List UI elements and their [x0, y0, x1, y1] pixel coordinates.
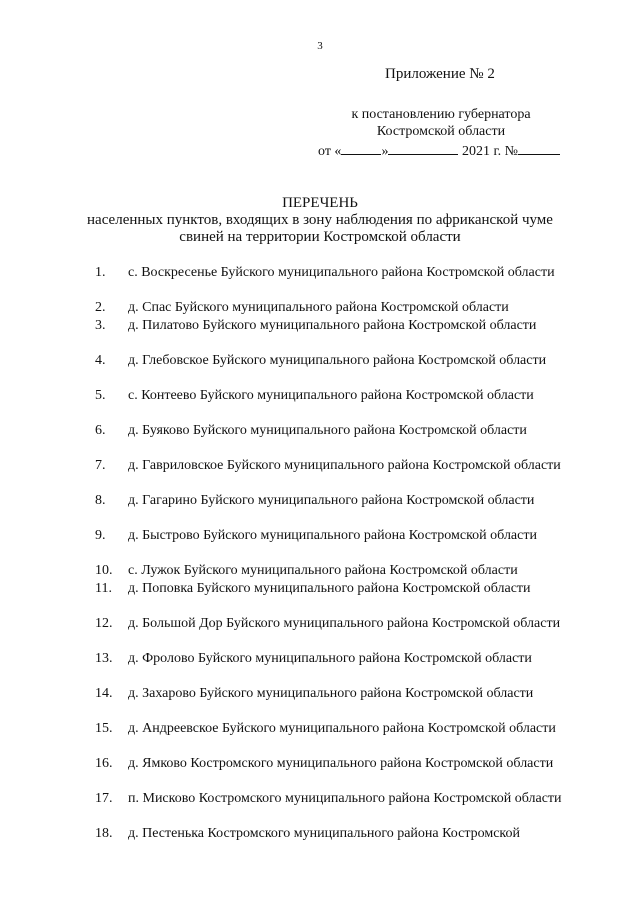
date-month-blank — [388, 140, 458, 155]
list-item — [95, 581, 575, 616]
list-item-text: д. Быстрово Буйского муниципального района Костромской области — [128, 528, 537, 543]
title-subtitle-1: населенных пунктов, входящих в зону наблюдения по африканской чуме — [87, 212, 553, 228]
list-item — [95, 756, 575, 791]
title-heading: ПЕРЕЧЕНЬ — [282, 195, 358, 211]
list-item-text: д. Захарово Буйского муниципального района Костромской области — [128, 686, 534, 701]
list-item-number: 12. — [95, 616, 113, 631]
list-item-number: 8. — [95, 493, 106, 508]
list-item — [95, 651, 575, 686]
list-item-text: д. Андреевское Буйского муниципального района Костромской области — [128, 721, 556, 736]
list-item-number: 3. — [95, 318, 106, 333]
list-item-text: с. Воскресенье Буйского муниципального района Костромской области — [128, 265, 555, 280]
list-item-text: д. Ямково Костромского муниципального района Костромской области — [128, 756, 554, 771]
list-item-text: д. Спас Буйского муниципального района Костромской области — [128, 300, 509, 315]
list-item-number: 17. — [95, 791, 113, 806]
date-day-blank — [341, 140, 381, 155]
decree-line-2: Костромской области — [376, 124, 506, 139]
list-item-text: д. Пилатово Буйского муниципального района Костромской области — [128, 318, 537, 333]
list-item-number: 4. — [95, 353, 106, 368]
document-title — [70, 195, 570, 246]
list-item-number: 2. — [95, 300, 106, 315]
list-item — [95, 318, 575, 353]
date-prefix: от « — [318, 144, 342, 159]
list-item-number: 18. — [95, 826, 113, 841]
title-subtitle-2: свиней на территории Костромской области — [179, 229, 461, 245]
list-item-text: д. Фролово Буйского муниципального района Костромской области — [128, 651, 532, 666]
page-number: 3 — [317, 40, 323, 52]
list-item — [95, 721, 575, 756]
list-item — [95, 826, 575, 844]
list-item-text: д. Глебовское Буйского муниципального района Костромской области — [128, 353, 547, 368]
list-item — [95, 686, 575, 721]
list-item-text: п. Мисково Костромского муниципального района Костромской области — [128, 791, 562, 806]
list-item — [95, 616, 575, 651]
list-item-text: д. Большой Дор Буйского муниципального района Костромской области — [128, 616, 561, 631]
list-item-number: 6. — [95, 423, 106, 438]
list-item — [95, 563, 575, 581]
decree-number-blank — [518, 140, 560, 155]
list-item-text: д. Гагарино Буйского муниципального района Костромской области — [128, 493, 535, 508]
list-item — [95, 458, 575, 493]
list-item — [95, 423, 575, 458]
list-item-text: с. Контеево Буйского муниципального района Костромской области — [128, 388, 534, 403]
list-item-number: 13. — [95, 651, 113, 666]
list-item — [95, 791, 575, 826]
list-item-number: 16. — [95, 756, 113, 771]
date-year: 2021 г. № — [461, 144, 518, 159]
list-item — [95, 265, 575, 300]
list-item-number: 1. — [95, 265, 106, 280]
list-item-number: 11. — [95, 581, 112, 596]
list-item — [95, 388, 575, 423]
list-item-number: 7. — [95, 458, 106, 473]
list-item-number: 14. — [95, 686, 113, 701]
list-item-number: 9. — [95, 528, 106, 543]
list-item-text: д. Буяково Буйского муниципального района Костромской области — [128, 423, 527, 438]
list-item-text: с. Лужок Буйского муниципального района Костромской области — [128, 563, 518, 578]
appendix-label: Приложение № 2 — [385, 66, 495, 82]
settlement-list — [95, 265, 575, 844]
decree-reference — [310, 106, 572, 160]
list-item-number: 10. — [95, 563, 113, 578]
list-item-number: 15. — [95, 721, 113, 736]
list-item-text: д. Пестенька Костромского муниципального района Костромской — [128, 826, 521, 841]
list-item-text: д. Гавриловское Буйского муниципального района Костромской области — [128, 458, 561, 473]
date-mid: » — [381, 144, 389, 159]
list-item-text: д. Поповка Буйского муниципального района Костромской области — [128, 581, 531, 596]
list-item — [95, 528, 575, 563]
decree-date-line — [310, 140, 572, 160]
list-item — [95, 300, 575, 318]
decree-line-1: к постановлению губернатора — [351, 107, 531, 122]
list-item-number: 5. — [95, 388, 106, 403]
list-item — [95, 493, 575, 528]
list-item — [95, 353, 575, 388]
